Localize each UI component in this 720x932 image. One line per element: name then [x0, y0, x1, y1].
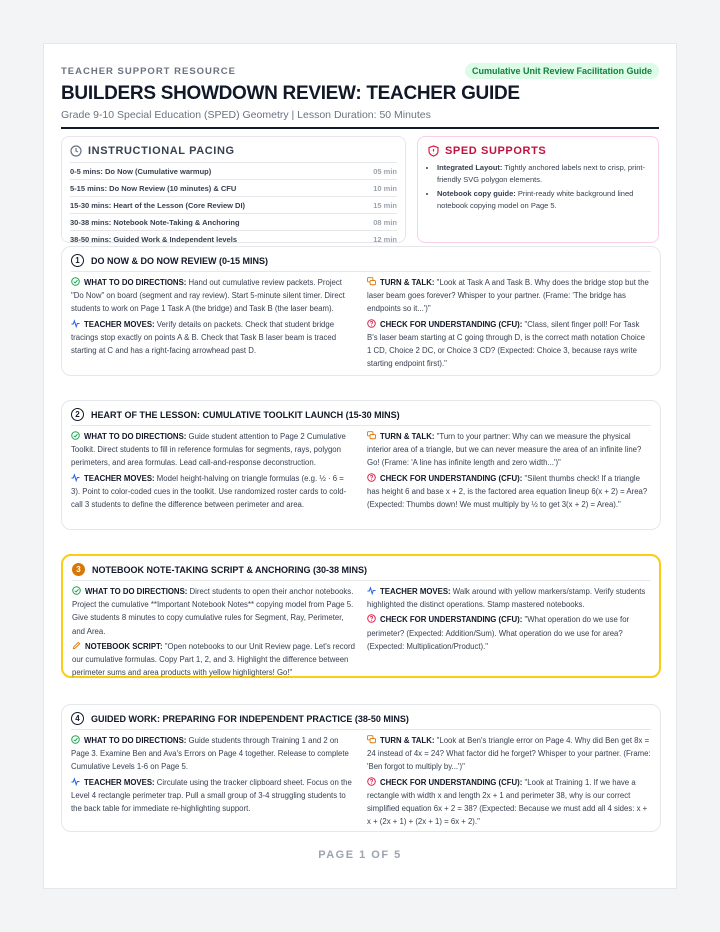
pacing-label: 5-15 mins: Do Now Review (10 minutes) & CFU: [70, 183, 237, 193]
pacing-heading-text: INSTRUCTIONAL PACING: [88, 145, 235, 157]
kicker: TEACHER SUPPORT RESOURCE: [61, 65, 236, 77]
section-column-right: [367, 430, 651, 513]
directive-item: [71, 276, 355, 316]
section-heading: [71, 408, 651, 426]
directive-item: [72, 585, 355, 638]
directive-item: [71, 776, 355, 816]
directive-text: "Look at Task A and Task B. Why does the bridge stop but the laser beam goes forever? Whisper to your partner. (Frame: 'The bridge has endpoints so it...')": [367, 278, 649, 314]
section-title: GUIDED WORK: PREPARING FOR INDEPENDENT PRACTICE (38-50 MINS): [91, 713, 409, 724]
directive-text: "Open notebooks to our Unit Review page. Let's record our cumulative formulas. Copy Part 1, 2, and 3. Highlight the difference between perimeter sums and area products with yellow highlighters! Go!": [72, 641, 355, 678]
question-icon: [367, 473, 376, 482]
chat-icon: [367, 431, 376, 440]
directive-item: [367, 472, 651, 512]
sped-item-text: Tightly anchored labels next to crisp, print-friendly SVG polygon elements.: [437, 163, 645, 184]
directive-text: Hand out cumulative review packets. Project "Do Now" on board (segment and ray review). Start 5-minute silent timer. Direct students to work on Page 1 Task A (the bridge) and Task B (the laser beam).: [71, 278, 345, 314]
question-icon: [367, 614, 376, 623]
directive-label: TURN & TALK:: [380, 432, 435, 441]
directive-label: CHECK FOR UNDERSTANDING (CFU):: [380, 777, 523, 787]
directive-item: [367, 734, 651, 774]
directive-text: Guide students through Training 1 and 2 on Page 3. Examine Ben and Ava's Errors on Page 4 together. Release to complete Cumulative Levels 1-6 on Page 5.: [71, 736, 349, 772]
section-column-left: [72, 585, 355, 681]
pulse-icon: [71, 777, 80, 786]
section-column-right: [367, 276, 651, 372]
pacing-time: 08 min: [373, 217, 397, 227]
section-column-left: [71, 276, 355, 372]
section-number: 1: [71, 254, 84, 267]
pacing-time: 12 min: [373, 234, 397, 244]
directive-label: TURN & TALK:: [380, 736, 435, 745]
pacing-row: [70, 213, 397, 230]
directive-item: [367, 585, 650, 611]
lesson-section: [61, 704, 661, 832]
chat-icon: [367, 735, 376, 744]
directive-text: "Silent thumbs check! If a triangle has height 6 and base x + 2, is the factored area equation lineup 6(x + 2) = Area? (Expected: Thumbs down! We must multiply by ½ to get 3(x + 2) = Area).": [367, 473, 648, 510]
sped-list: [428, 162, 648, 212]
directive-text: "Class, silent finger poll! For Task B's laser beam starting at C going through D, is the correct math notation Choice 1 CD, Choice 2 DC, or Choice 3 CD? (Expected: Choice 3, because rays write starting endpoint first).": [367, 319, 645, 369]
guide-badge: Cumulative Unit Review Facilitation Guide: [465, 63, 659, 79]
page-subtitle: Grade 9-10 Special Education (SPED) Geometry | Lesson Duration: 50 Minutes: [61, 109, 431, 121]
pulse-icon: [71, 319, 80, 328]
pacing-row: [70, 162, 397, 179]
pulse-icon: [71, 473, 80, 482]
sped-item-text: Print-ready white background lined notebook copying model on Page 5.: [437, 189, 634, 210]
sped-item: [437, 162, 648, 186]
pencil-icon: [72, 641, 81, 650]
directive-text: "Look at Training 1. If we have a rectangle with width x and length 2x + 1 and perimeter 38, why is our correct simplified equation 6x + 2 = 38? (Expected: Because we must add all 4 sides: x + x + (2x + 1) + (2x + 1) = 6x + 2).": [367, 777, 648, 827]
directive-label: TURN & TALK:: [380, 278, 435, 287]
question-icon: [367, 319, 376, 328]
directive-item: [71, 318, 355, 358]
directive-text: "Look at Ben's triangle error on Page 4. Why did Ben get 8x = 24 instead of 4x = 24? What factor did he forget? Whisper to your partner. (Frame: 'Ben forgot to multiply by...')": [367, 736, 651, 772]
pacing-time: 15 min: [373, 200, 397, 210]
directive-text: Circulate using the tracker clipboard sheet. Focus on the Level 4 rectangle perimeter trap. Pull a small group of 3-4 struggling students to the back table for immediate re-highlighting support.: [71, 777, 352, 814]
pacing-time: 10 min: [373, 183, 397, 193]
pacing-card: [61, 136, 406, 243]
lesson-section: [61, 554, 661, 678]
directive-item: [71, 472, 355, 512]
directive-label: CHECK FOR UNDERSTANDING (CFU):: [380, 319, 523, 329]
pacing-list: [70, 162, 397, 247]
directive-label: CHECK FOR UNDERSTANDING (CFU):: [380, 473, 523, 483]
sped-card: [417, 136, 659, 243]
section-heading: [71, 712, 651, 730]
section-title: NOTEBOOK NOTE-TAKING SCRIPT & ANCHORING (30-38 MINS): [92, 564, 368, 575]
directive-text: Verify details on packets. Check that student bridge tracings stop exactly on points A & B. Check that Task B laser beam is traced starting at C and has a right-facing arrowhead past D.: [71, 319, 337, 356]
divider: [61, 127, 659, 129]
directive-item: [367, 430, 651, 470]
pacing-label: 30-38 mins: Notebook Note-Taking & Anchoring: [70, 217, 240, 227]
check-circle-icon: [71, 431, 80, 440]
directive-item: [72, 640, 355, 680]
section-number: 3: [72, 563, 85, 576]
directive-label: WHAT TO DO DIRECTIONS:: [85, 587, 188, 596]
lesson-section: [61, 400, 661, 530]
pacing-row: [70, 230, 397, 247]
sped-item: [437, 188, 648, 212]
directive-item: [71, 734, 355, 774]
page-title: BUILDERS SHOWDOWN REVIEW: TEACHER GUIDE: [61, 83, 520, 104]
section-number: 2: [71, 408, 84, 421]
directive-item: [71, 430, 355, 470]
pacing-time: 05 min: [373, 166, 397, 176]
shield-icon: [428, 145, 439, 157]
pacing-row: [70, 196, 397, 213]
directive-label: CHECK FOR UNDERSTANDING (CFU):: [380, 615, 523, 625]
sped-item-label: Notebook copy guide:: [437, 189, 516, 198]
pacing-row: [70, 179, 397, 196]
clock-icon: [70, 145, 82, 157]
sped-item-label: Integrated Layout:: [437, 163, 503, 172]
directive-item: [367, 318, 651, 371]
section-column-left: [71, 430, 355, 513]
check-circle-icon: [71, 277, 80, 286]
check-circle-icon: [72, 586, 81, 595]
pacing-label: 0-5 mins: Do Now (Cumulative warmup): [70, 166, 212, 176]
section-column-right: [367, 734, 651, 830]
sped-heading: [428, 145, 648, 157]
directive-label: WHAT TO DO DIRECTIONS:: [84, 736, 187, 745]
directive-text: Walk around with yellow markers/stamp. Verify students highlighted the distinct operations. Stamp mastered notebooks.: [367, 587, 646, 610]
directive-text: "What operation do we use for perimeter? (Expected: Addition/Sum). What operation do we use for area? (Expected: Multiplication/Product).": [367, 615, 630, 651]
check-circle-icon: [71, 735, 80, 744]
section-number: 4: [71, 712, 84, 725]
directive-label: WHAT TO DO DIRECTIONS:: [84, 278, 187, 287]
directive-item: [367, 276, 651, 316]
directive-text: Direct students to open their anchor notebooks. Project the cumulative **Important Notebook Notes** copying model from Page 5. Give students 8 minutes to copy cumulative rules for Segment, Ray, Perimeter, and Area.: [72, 587, 354, 636]
directive-label: TEACHER MOVES:: [84, 777, 155, 787]
directive-item: [367, 613, 650, 653]
section-heading: [71, 254, 651, 272]
chat-icon: [367, 277, 376, 286]
directive-item: [367, 776, 651, 829]
page: [43, 43, 677, 889]
lesson-section: [61, 246, 661, 376]
pacing-label: 38-50 mins: Guided Work & Independent levels: [70, 234, 237, 244]
directive-text: Guide student attention to Page 2 Cumulative Toolkit. Direct students to fill in reference formulas for segments, rays, polygon perimeters, and area formulas. Lead call-and-response deconstruction.: [71, 432, 346, 468]
directive-label: TEACHER MOVES:: [84, 473, 155, 483]
section-title: DO NOW & DO NOW REVIEW (0-15 MINS): [91, 255, 269, 266]
sped-heading-text: SPED SUPPORTS: [445, 145, 547, 157]
section-title: HEART OF THE LESSON: CUMULATIVE TOOLKIT LAUNCH (15-30 MINS): [91, 409, 400, 420]
page-number: PAGE 1 OF 5: [318, 849, 402, 861]
section-column-right: [367, 585, 650, 681]
pulse-icon: [367, 586, 376, 595]
directive-label: NOTEBOOK SCRIPT:: [85, 641, 163, 651]
directive-label: TEACHER MOVES:: [380, 587, 451, 596]
section-column-left: [71, 734, 355, 830]
section-heading: [72, 563, 650, 581]
question-icon: [367, 777, 376, 786]
pacing-label: 15-30 mins: Heart of the Lesson (Core Review DI): [70, 200, 246, 210]
pacing-heading: [70, 145, 397, 157]
directive-label: TEACHER MOVES:: [84, 319, 155, 329]
directive-label: WHAT TO DO DIRECTIONS:: [84, 432, 187, 441]
directive-text: Model height-halving on triangle formulas (e.g. ½ · 6 = 3). Point to color-coded cues in the toolkit. Use randomized roster cards to cold-call 3 students to define the difference between perimeter and area.: [71, 473, 347, 510]
directive-text: "Turn to your partner: Why can we measure the physical interior area of a triangle, but we can never measure the area of an infinite line? Go! (Frame: 'A line has infinite length and zero width...')": [367, 432, 642, 468]
